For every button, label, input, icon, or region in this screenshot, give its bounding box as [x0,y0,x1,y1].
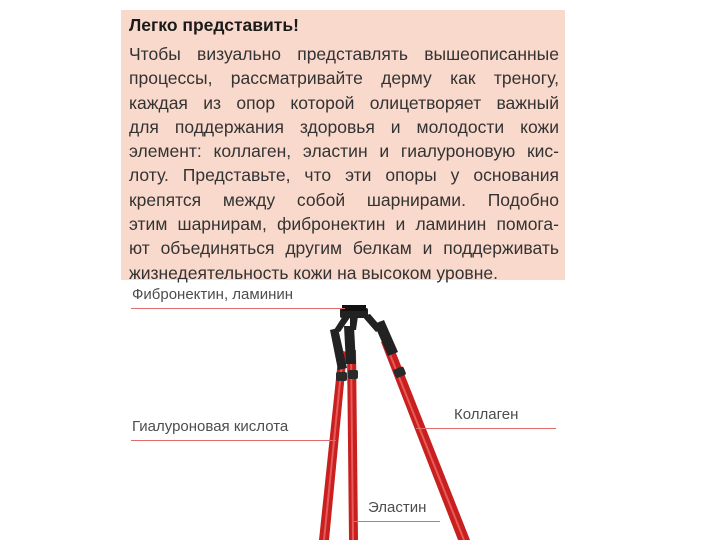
leader-line [131,308,345,309]
callout-line: этим шарнирам, фибронектин и ламинин помога- [129,214,559,235]
callout-line: каждая из опор которой олицетворяет важный [129,92,559,113]
callout-line: элемент: коллаген, эластин и гиалуроновую кис- [129,141,559,162]
callout-line: Чтобы визуально представлять вышеописанные [129,44,559,64]
label-elastin: Эластин [368,499,427,516]
label-fibronectin-laminin: Фибронектин, ламинин [132,286,294,303]
leader-line [416,428,556,429]
leader-line [354,521,440,522]
callout-line: процессы, рассматривайте дерму как треногу, [129,68,559,89]
callout-body [129,42,559,285]
callout-line: для поддержания здоровья и молодости кожи [129,116,559,137]
callout-line: ют объединяться другим белкам и поддерживать [129,238,559,259]
tripod-joints [330,308,398,370]
label-collagen: Коллаген [454,406,519,423]
callout-line: лоту. Представьте, что эти опоры у основания [129,165,559,186]
tripod-figure [0,280,720,540]
callout-line: крепятся между собой шарнирами. Подобно [129,189,559,210]
callout-title: Легко представить! [129,15,299,35]
tripod-head [342,305,366,311]
callout-line: жизнедеятельность кожи на высоком уровне. [129,262,498,283]
tripod-illustration [0,280,720,540]
label-hyaluronic-acid: Гиалуроновая кислота [132,418,289,435]
info-callout [121,10,565,283]
leader-line [131,440,336,441]
